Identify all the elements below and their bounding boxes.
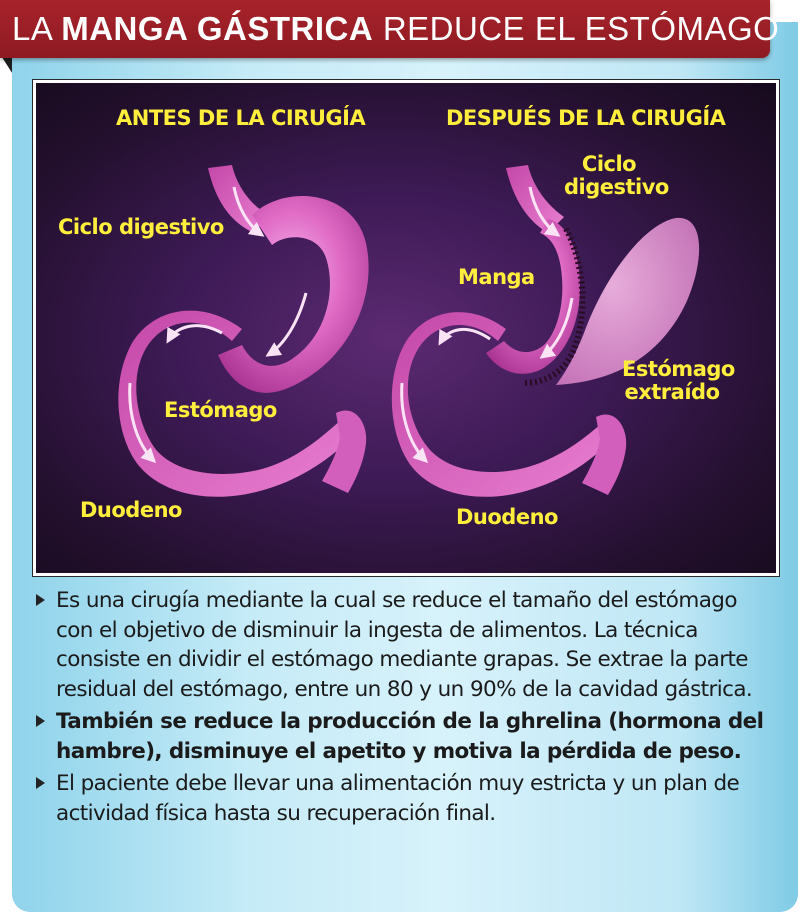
- label-stomach: Estómago: [164, 398, 277, 422]
- label-removed-stomach: [622, 357, 735, 404]
- bullet-list: [36, 586, 776, 831]
- label-digestive-cycle-after-line2: digestivo: [564, 175, 669, 199]
- title-prefix: LA: [12, 10, 62, 47]
- stomach-diagram: [36, 83, 770, 567]
- stomach-after: [392, 165, 699, 497]
- surgery-illustration: [33, 80, 779, 576]
- triangle-bullet-icon: [36, 715, 45, 727]
- bullet-text: El paciente debe llevar una alimentación muy estricta y un plan de actividad física hasta su recuperación final.: [56, 771, 740, 826]
- label-removed-stomach-line2: extraído: [624, 380, 720, 404]
- title-bold: MANGA GÁSTRICA: [61, 10, 374, 47]
- bullet-item: [36, 707, 776, 766]
- triangle-bullet-icon: [36, 777, 45, 789]
- label-digestive-cycle-before: Ciclo digestivo: [58, 215, 224, 239]
- bullet-text: También se reduce la producción de la ghrelina (hormona del hambre), disminuye el apetito y motiva la pérdida de peso.: [56, 709, 764, 764]
- bullet-item: [36, 769, 776, 828]
- label-duodenum-after: Duodeno: [456, 505, 558, 529]
- page-title: [12, 6, 779, 52]
- label-removed-stomach-line1: Estómago: [622, 357, 735, 381]
- label-duodenum-before: Duodeno: [80, 498, 182, 522]
- bullet-text: Es una cirugía mediante la cual se reduce el tamaño del estómago con el objetivo de disminuir la ingesta de alimentos. La técnica consiste en dividir el estómago mediante grapas. Se extrae la parte residual del estómago, entre un 80 y un 90% de la cavidad gástrica.: [56, 588, 753, 702]
- title-suffix: REDUCE EL ESTÓMAGO: [373, 10, 780, 47]
- label-digestive-cycle-after-line1: Ciclo: [581, 152, 637, 176]
- label-sleeve: Manga: [458, 265, 535, 289]
- title-banner: [0, 0, 780, 58]
- label-digestive-cycle-after: [564, 152, 669, 199]
- triangle-bullet-icon: [36, 594, 45, 606]
- after-heading: DESPUÉS DE LA CIRUGÍA: [446, 106, 726, 130]
- before-heading: ANTES DE LA CIRUGÍA: [116, 106, 366, 130]
- bullet-item: [36, 586, 776, 704]
